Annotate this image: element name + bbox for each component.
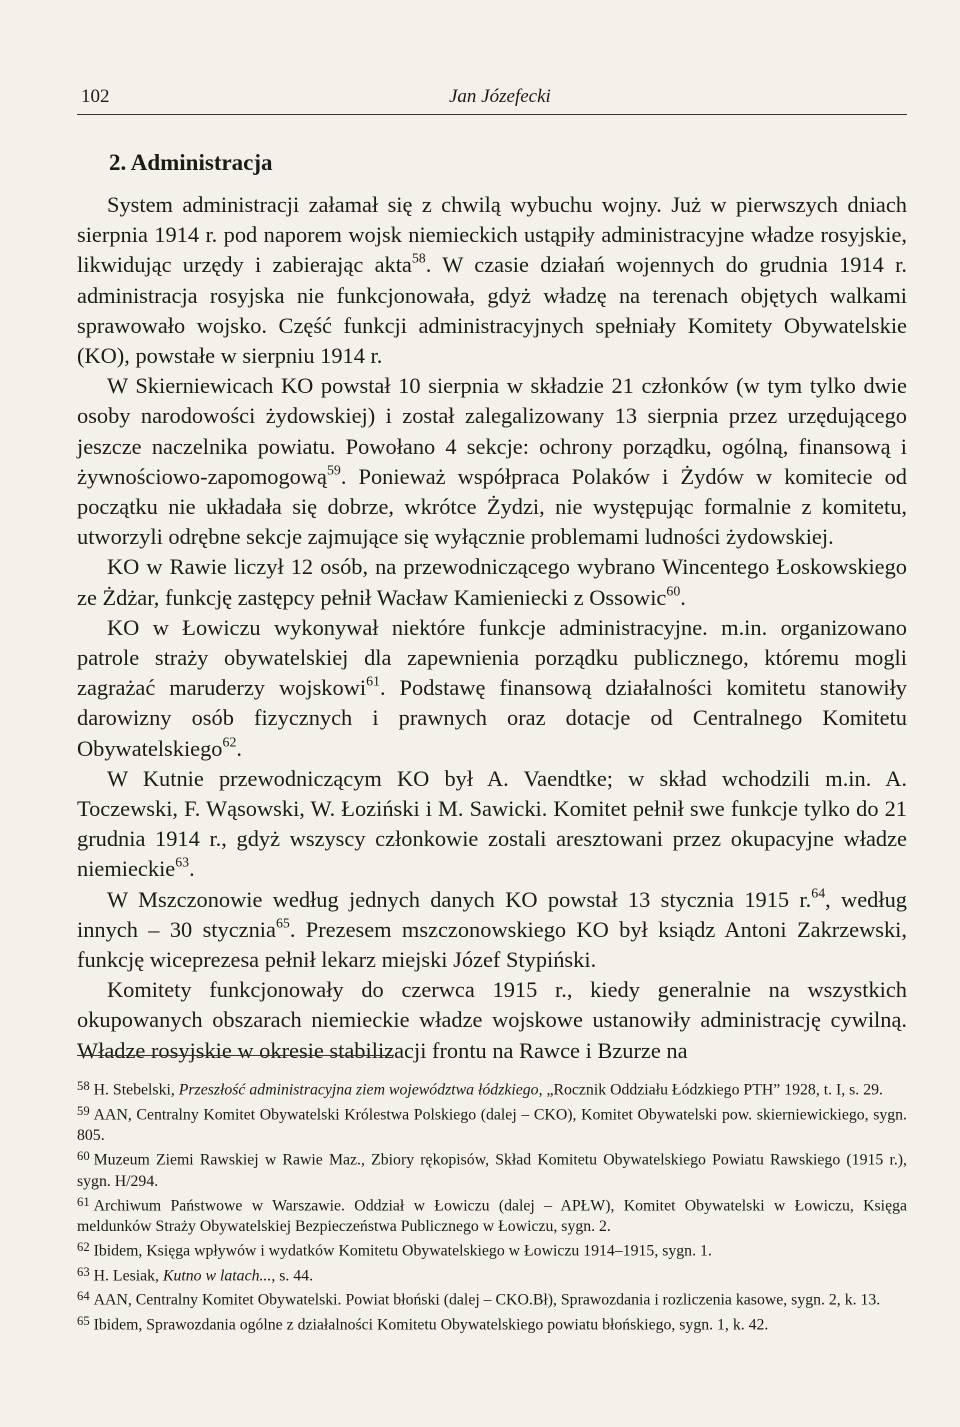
footnote-ref: 62 [222, 734, 237, 750]
paragraph: System administracji załamał się z chwilą wybuchu wojny. Już w pierwszych dniach sierpnia 1914 r. pod naporem wojsk niemieckich ustąpiły administracyjne władze rosyjskie, likwidując urzędy i zabierając akta$^{58}$. W czasie działań wojennych do grudnia 1914 r. administracja rosyjska nie funkcjonowała, gdyż władzę na terenach objętych walkami sprawowało wojsko. Część funkcji administracyjnych spełniały Komitety Obywatelskie (KO), powstałe w sierpniu 1914 r. [77, 192, 907, 369]
running-head-author: Jan Józefecki [449, 86, 551, 107]
footnote-ref: 61 [366, 674, 380, 690]
footnote: $^{59}$ AAN, Centralny Komitet Obywatelski Królestwa Polskiego (dalej – CKO), Komitet Obywatelski pow. skierniewickiego, sygn. 805. [77, 1103, 907, 1145]
paragraph: W Mszczonowie według jednych danych KO powstał 13 stycznia 1915 r.$^{64}$, według innych – 30 stycznia$^{65}$. Prezesem mszczonowskiego KO był ksiądz Antoni Zakrzewski, funkcję wiceprezesa pełnił lekarz miejski Józef Stypiński. [77, 885, 907, 973]
footnote: $^{62}$ Ibidem, Księga wpływów i wydatków Komitetu Obywatelskiego w Łowiczu 1914–1915, sygn. 1. [77, 1240, 712, 1260]
paragraph: KO w Rawie liczył 12 osób, na przewodniczącego wybrano Wincentego Łoskowskiego ze Żdżar, funkcję zastępcy pełnił Wacław Kamieniecki z Ossowic$^{60}$. [77, 554, 907, 610]
footnote-ref: 58 [411, 251, 426, 267]
section-title: 2. Administracja [109, 150, 273, 175]
footnote-separator [77, 1055, 394, 1056]
footnote: $^{58}$ H. Stebelski, Przeszłość administracyjna ziem województwa łódzkiego, „Rocznik Oddziału Łódzkiego PTH” 1928, t. I, s. 29. [77, 1079, 883, 1099]
footnotes [77, 1076, 907, 1335]
page-number: 102 [81, 86, 110, 107]
paragraph: W Skierniewicach KO powstał 10 sierpnia w składzie 21 członków (w tym tylko dwie osoby narodowości żydowskiej) i został zalegalizowany 13 sierpnia przez urzędującego jeszcze naczelnika powiatu. Powołano 4 sekcje: ochrony porządku, ogólną, finansową i żywnościowo-zapomogową$^{59}$. Ponieważ współpraca Polaków i Żydów w komitecie od początku nie układała się dobrze, wkrótce Żydzi, nie występując formalnie z komitetu, utworzyli odrębne sekcje zajmujące się wyłącznie problemami ludności żydowskiej. [77, 373, 907, 550]
footnote: $^{61}$ Archiwum Państwowe w Warszawie. Oddział w Łowiczu (dalej – APŁW), Komitet Obywatelski w Łowiczu, Księga meldunków Straży Obywatelskiej Bezpieczeństwa Publicznego w Łowiczu, sygn. 2. [77, 1194, 907, 1236]
footnote: $^{65}$ Ibidem, Sprawozdania ogólne z działalności Komitetu Obywatelskiego powiatu błońskiego, sygn. 1, k. 42. [77, 1313, 769, 1334]
footnote: $^{60}$ Muzeum Ziemi Rawskiej w Rawie Maz., Zbiory rękopisów, Skład Komitetu Obywatelskiego Powiatu Rawskiego (1915 r.), sygn. H/294. [77, 1149, 907, 1190]
footnote: $^{63}$ H. Lesiak, Kutno w latach..., s. 44. [77, 1264, 314, 1285]
body-text [77, 190, 907, 1066]
footnote-ref: 65 [275, 916, 290, 932]
footnote-ref: 64 [811, 885, 826, 901]
paragraph: KO w Łowiczu wykonywał niektóre funkcje administracyjne. m.in. organizowano patrole straży obywatelskiej dla zapewnienia porządku publicznego, któremu mogli zagrażać maruderzy wojskowi$^{61}$. Podstawę finansową działalności komitetu stanowiły darowizny osób fizycznych i prawnych oraz dotacje od Centralnego Komitetu Obywatelskiego$^{62}$. [77, 614, 907, 761]
paragraph: W Kutnie przewodniczącym KO był A. Vaendtke; w skład wchodzili m.in. A. Toczewski, F. Wąsowski, W. Łoziński i M. Sawicki. Komitet pełnił swe funkcje tylko do 21 grudnia 1914 r., gdyż wszyscy członkowie zostali aresztowani przez okupacyjne władze niemieckie$^{63}$. [77, 765, 907, 882]
footnote-ref: 60 [666, 583, 681, 599]
footnote-ref: 59 [326, 463, 341, 479]
page-header [77, 84, 907, 115]
footnote: $^{64}$ AAN, Centralny Komitet Obywatelski. Powiat błoński (dalej – CKO.Bł), Sprawozdania i rozliczenia kasowe, sygn. 2, k. 13. [77, 1289, 881, 1309]
footnote-ref: 63 [175, 855, 190, 871]
paragraph: Komitety funkcjonowały do czerwca 1915 r., kiedy generalnie na wszystkich okupowanych obszarach niemieckie władze wojskowe ustanowiły administrację cywilną. Władze rosyjskie w okresie stabilizacji frontu na Rawce i Bzurze na [77, 977, 907, 1063]
